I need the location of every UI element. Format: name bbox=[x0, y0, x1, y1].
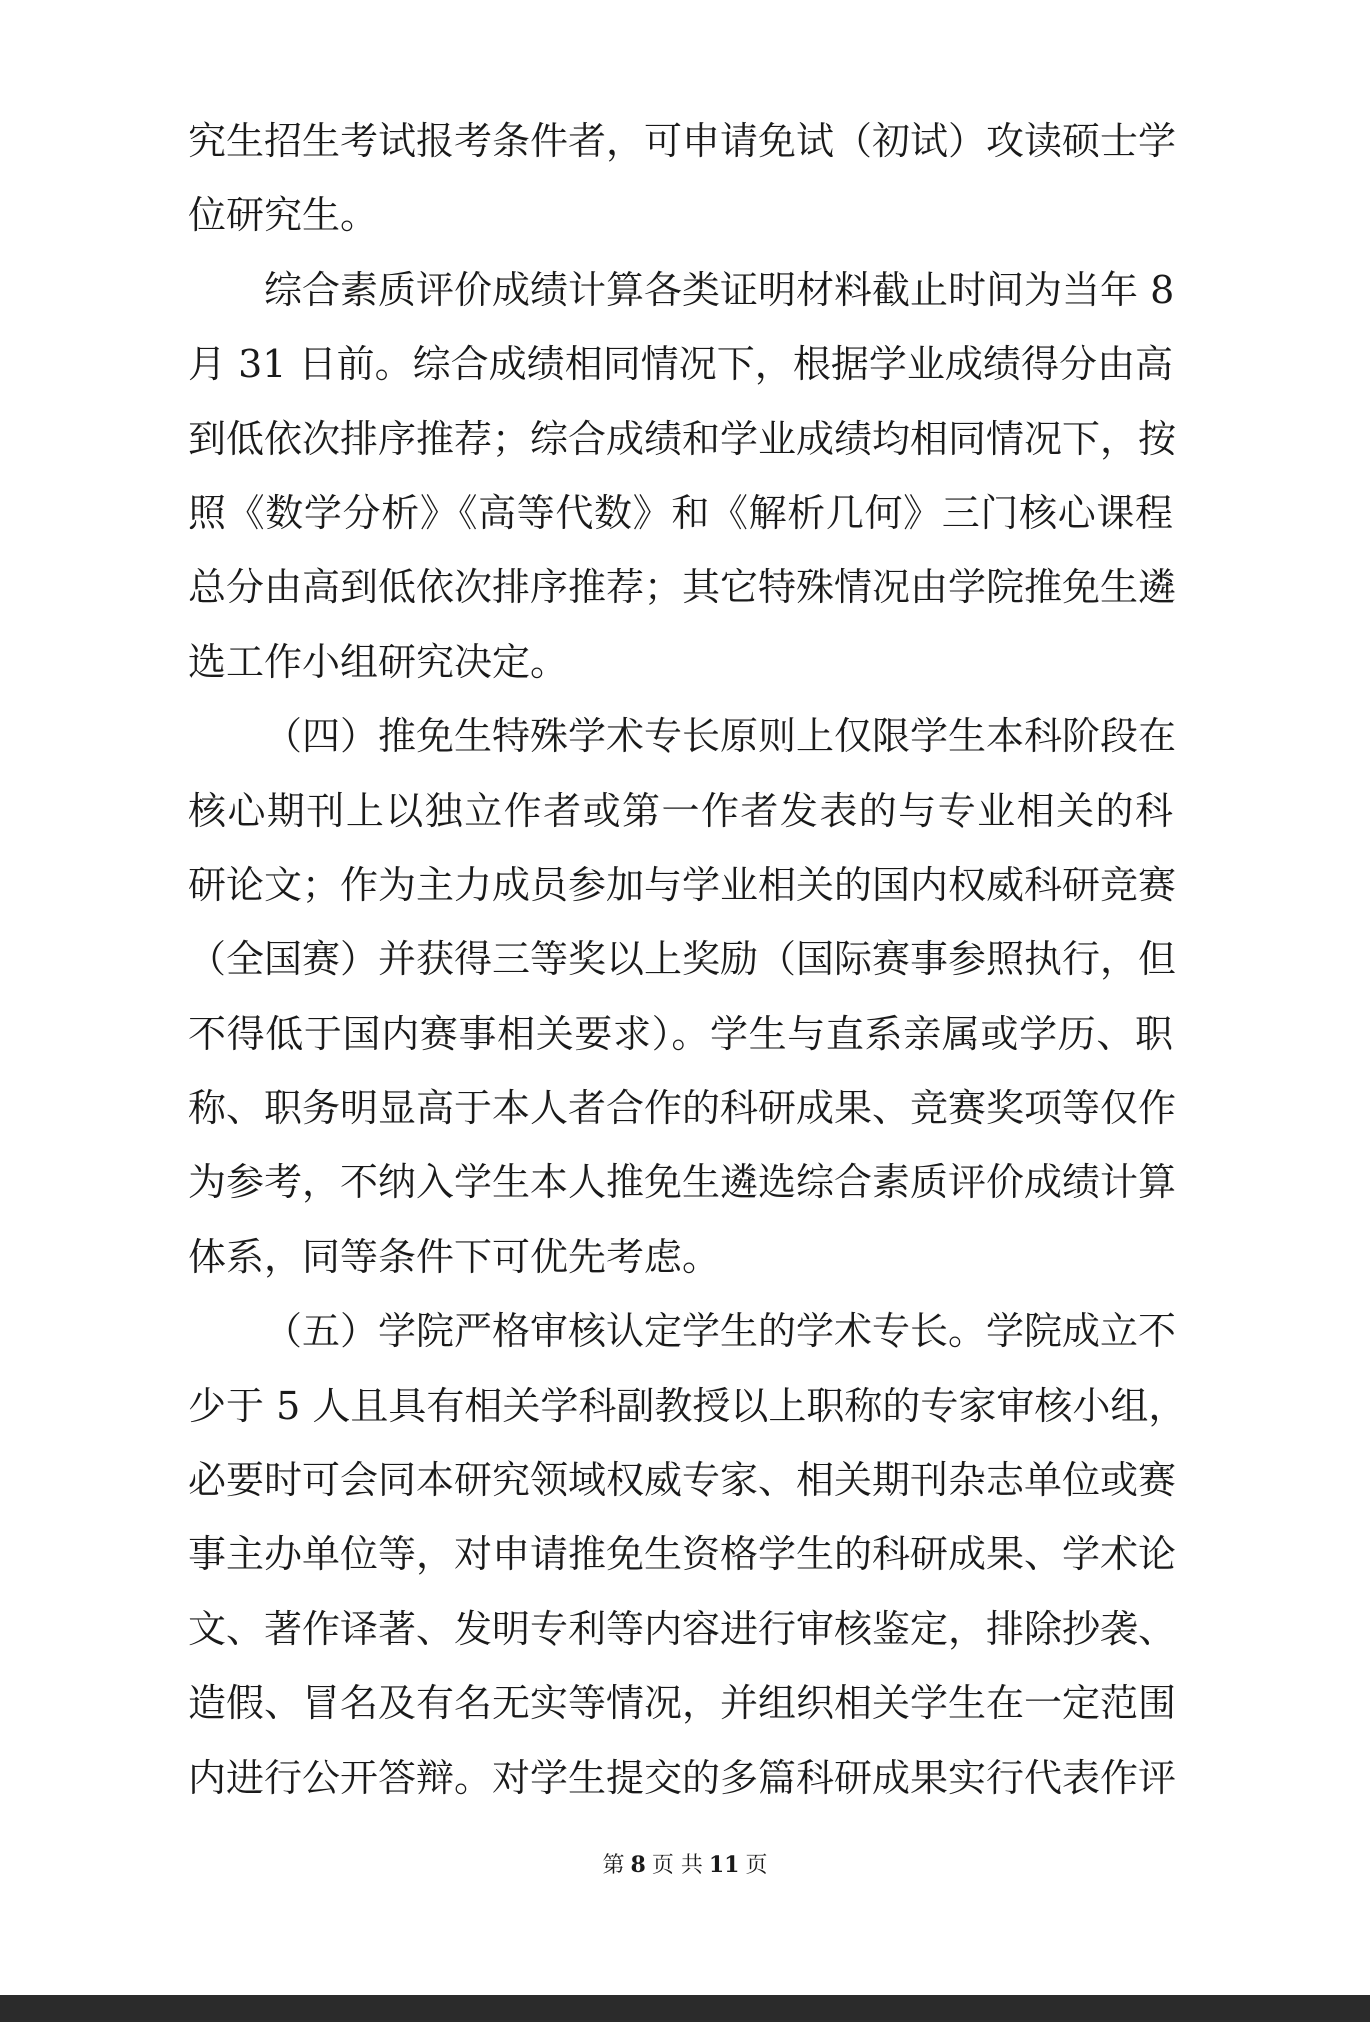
text-line: 究生招生考试报考条件者，可申请免试（初试）攻读硕士学 bbox=[188, 119, 1177, 163]
text-line: 少于 5 人且具有相关学科副教授以上职称的专家审核小组， bbox=[188, 1383, 1187, 1428]
footer-current-page: 8 bbox=[630, 1852, 646, 1878]
text-line: 为参考，不纳入学生本人推免生遴选综合素质评价成绩计算 bbox=[188, 1160, 1177, 1205]
page-footer bbox=[0, 1848, 1370, 1879]
text-line: （全国赛）并获得三等奖以上奖励（国际赛事参照执行，但 bbox=[188, 937, 1177, 982]
text-line: 到低依次排序推荐；综合成绩和学业成绩均相同情况下，按 bbox=[188, 416, 1177, 461]
text-line: 研论文；作为主力成员参加与学业相关的国内权威科研竞赛 bbox=[188, 862, 1177, 907]
text-line: 体系，同等条件下可优先考虑。 bbox=[188, 1234, 721, 1279]
footer-total-pages: 11 bbox=[708, 1852, 740, 1878]
text-line: 事主办单位等，对申请推免生资格学生的科研成果、学术论 bbox=[188, 1532, 1177, 1577]
footer-prefix: 第 bbox=[602, 1853, 625, 1878]
text-line: 文、著作译著、发明专利等内容进行审核鉴定，排除抄袭、 bbox=[188, 1606, 1177, 1651]
footer-suffix: 页 bbox=[745, 1853, 768, 1878]
text-line: （五）学院严格审核认定学生的学术专长。学院成立不 bbox=[264, 1309, 1177, 1354]
text-line: 月 31 日前。综合成绩相同情况下，根据学业成绩得分由高 bbox=[188, 342, 1173, 387]
text-line: 不得低于国内赛事相关要求）。学生与直系亲属或学历、职 bbox=[188, 1011, 1173, 1056]
text-line: 造假、冒名及有名无实等情况，并组织相关学生在一定范围 bbox=[188, 1681, 1177, 1726]
footer-middle: 页 共 bbox=[651, 1853, 703, 1878]
text-line: 必要时可会同本研究领域权威专家、相关期刊杂志单位或赛 bbox=[188, 1458, 1177, 1503]
text-line: 称、职务明显高于本人者合作的科研成果、竞赛奖项等仅作 bbox=[188, 1086, 1177, 1131]
text-line: 位研究生。 bbox=[188, 193, 379, 238]
text-line: 内进行公开答辩。对学生提交的多篇科研成果实行代表作评 bbox=[188, 1755, 1177, 1800]
text-line: （四）推免生特殊学术专长原则上仅限学生本科阶段在 bbox=[264, 714, 1177, 759]
text-line: 总分由高到低依次排序推荐；其它特殊情况由学院推免生遴 bbox=[188, 565, 1177, 610]
text-line: 核心期刊上以独立作者或第一作者发表的与专业相关的科 bbox=[188, 788, 1173, 833]
text-line: 照《数学分析》《高等代数》和《解析几何》三门核心课程 bbox=[188, 490, 1173, 535]
text-line: 综合素质评价成绩计算各类证明材料截止时间为当年 8 bbox=[264, 267, 1175, 312]
viewer-bottom-bar bbox=[0, 1995, 1370, 2022]
text-line: 选工作小组研究决定。 bbox=[188, 639, 569, 684]
document-body bbox=[188, 104, 1187, 1815]
